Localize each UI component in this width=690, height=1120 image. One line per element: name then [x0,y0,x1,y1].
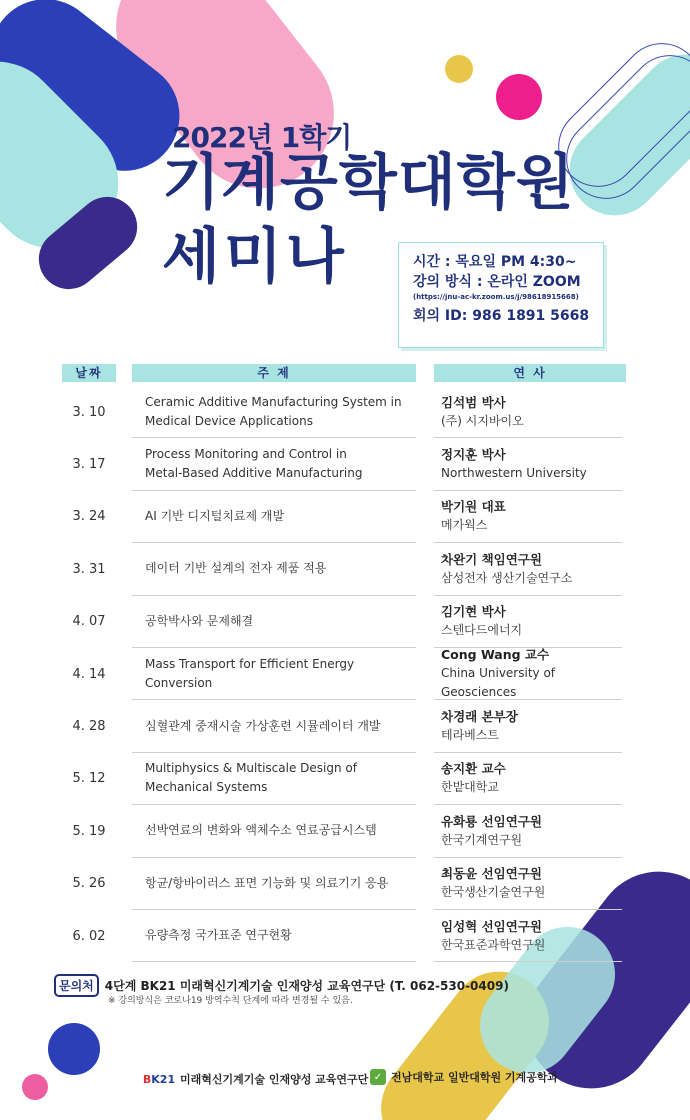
date-cell: 4. 14 [72,666,106,682]
footer-right-text: 전남대학교 일반대학원 기계공학과 [391,1071,559,1084]
decor-circle [496,74,542,120]
topic-line: Multiphysics & Multiscale Design of [145,761,357,776]
date-cell: 3. 24 [72,509,106,525]
speaker-name: Cong Wang 교수 [441,647,550,663]
speaker-name: 차완기 책임연구원 [441,551,542,567]
topic-cell [132,386,416,438]
header-speaker: 연 사 [434,364,626,382]
speaker-cell [434,438,622,490]
date-cell: 4. 28 [72,719,106,735]
speaker-name: 김기현 박사 [441,604,506,620]
topic-cell [132,648,416,700]
zoom-url[interactable]: (https://jnu-ac-kr.zoom.us/j/98618915668) [413,293,579,301]
footer-bk21 [140,1069,368,1089]
speaker-name: 유화룡 선임연구원 [441,813,542,829]
topic-line: Metal-Based Additive Manufacturing [145,466,363,481]
footer-left-text: 미래혁신기계기술 인재양성 교육연구단 [180,1073,369,1086]
info-box [398,242,604,348]
topic-cell [132,491,416,543]
date-cell: 3. 17 [72,457,106,473]
speaker-affiliation: 한국기계연구원 [441,832,523,847]
speaker-affiliation: 한국생산기술연구원 [441,885,546,900]
header-date: 날짜 [62,364,116,382]
table-row [62,386,622,438]
decor-circle [22,1074,48,1100]
topic-cell [132,805,416,857]
speaker-affiliation: 한국표준과학연구원 [441,937,546,952]
speaker-affiliation: Northwestern University [441,466,587,481]
topic-cell [132,858,416,910]
decor-circle [445,55,473,83]
speaker-cell [434,648,622,700]
speaker-affiliation: 한밭대학교 [441,780,499,795]
topic-line: 데이터 기반 설계의 전자 제품 적용 [145,561,327,576]
speaker-name: 정지훈 박사 [441,447,506,463]
table-row [62,805,622,857]
date-cell: 5. 26 [72,876,106,892]
speaker-affiliation: (주) 시지바이오 [441,413,524,428]
topic-cell [132,596,416,648]
topic-line: Mechanical Systems [145,780,268,795]
table-row [62,858,622,910]
university-logo-icon: ✓ [370,1069,386,1085]
date-cell: 4. 07 [72,614,106,630]
speaker-cell [434,805,622,857]
topic-line: 선박연료의 변화와 액체수소 연료공급시스템 [145,823,377,838]
speaker-affiliation: China University of Geosciences [441,666,556,700]
speaker-name: 송지환 교수 [441,761,506,777]
date-cell: 3. 10 [72,404,106,420]
date-cell: 5. 19 [72,823,106,839]
speaker-cell [434,386,622,438]
table-row [62,700,622,752]
speaker-cell [434,858,622,910]
method-info: 강의 방식 : 온라인 ZOOM [413,274,581,290]
table-row [62,438,622,490]
speaker-cell [434,596,622,648]
speaker-cell [434,700,622,752]
topic-line: Mass Transport for Efficient Energy Conversion [145,656,355,690]
table-row [62,648,622,700]
notice-text: ※ 강의방식은 코로나19 방역수칙 단계에 따라 변경될 수 있음. [108,996,353,1006]
speaker-name: 임성혁 선임연구원 [441,918,542,934]
topic-cell [132,438,416,490]
topic-cell [132,700,416,752]
speaker-cell [434,753,622,805]
topic-line: 심혈관계 중재시술 가상훈련 시뮬레이터 개발 [145,718,381,733]
date-cell: 6. 02 [72,928,106,944]
speaker-name: 박기원 대표 [441,499,506,515]
contact-label: 문의처 [54,974,99,997]
speaker-name: 차경래 본부장 [441,709,518,725]
speaker-cell [434,543,622,595]
table-row [62,491,622,543]
table-row [62,596,622,648]
bk21-logo: B K21 [142,1072,176,1086]
decor-circle [48,1023,100,1075]
topic-line: AI 기반 디지털치료제 개발 [145,508,285,523]
meeting-id: 회의 ID: 986 1891 5668 [413,308,590,324]
topic-line: 공학박사와 문제해결 [145,613,254,628]
contact-text: 4단계 BK21 미래혁신기계기술 인재양성 교육연구단 (T. 062-530-0409) [104,979,509,993]
footer-university [370,1069,558,1085]
page-title: 기계공학대학원 [162,148,575,218]
semester-label: 2022년 1학기 [172,121,352,154]
schedule-table [62,386,622,962]
speaker-cell [434,491,622,543]
date-cell: 5. 12 [72,771,106,787]
topic-cell [132,753,416,805]
speaker-name: 최동윤 선임연구원 [441,866,542,882]
topic-cell [132,543,416,595]
date-cell: 3. 31 [72,561,106,577]
header-topic: 주 제 [132,364,416,382]
topic-cell [132,910,416,962]
speaker-name: 김석범 박사 [441,394,506,410]
topic-line: 유량측정 국가표준 연구현황 [145,928,292,943]
page-subtitle: 세미나 [162,222,348,292]
table-row [62,910,622,962]
topic-line: Process Monitoring and Control in [145,447,347,462]
speaker-affiliation: 스텐다드에너지 [441,623,523,638]
topic-line: 항균/항바이러스 표면 기능화 및 의료기기 응용 [145,875,389,890]
table-row [62,543,622,595]
speaker-affiliation: 메가웍스 [441,518,488,533]
speaker-cell [434,910,622,962]
speaker-affiliation: 삼성전자 생산기술연구소 [441,570,573,585]
speaker-affiliation: 테라베스트 [441,728,499,743]
topic-line: Ceramic Additive Manufacturing System in [145,394,402,409]
topic-line: Medical Device Applications [145,413,313,428]
table-row [62,753,622,805]
time-info: 시간 : 목요일 PM 4:30~ [413,254,577,270]
